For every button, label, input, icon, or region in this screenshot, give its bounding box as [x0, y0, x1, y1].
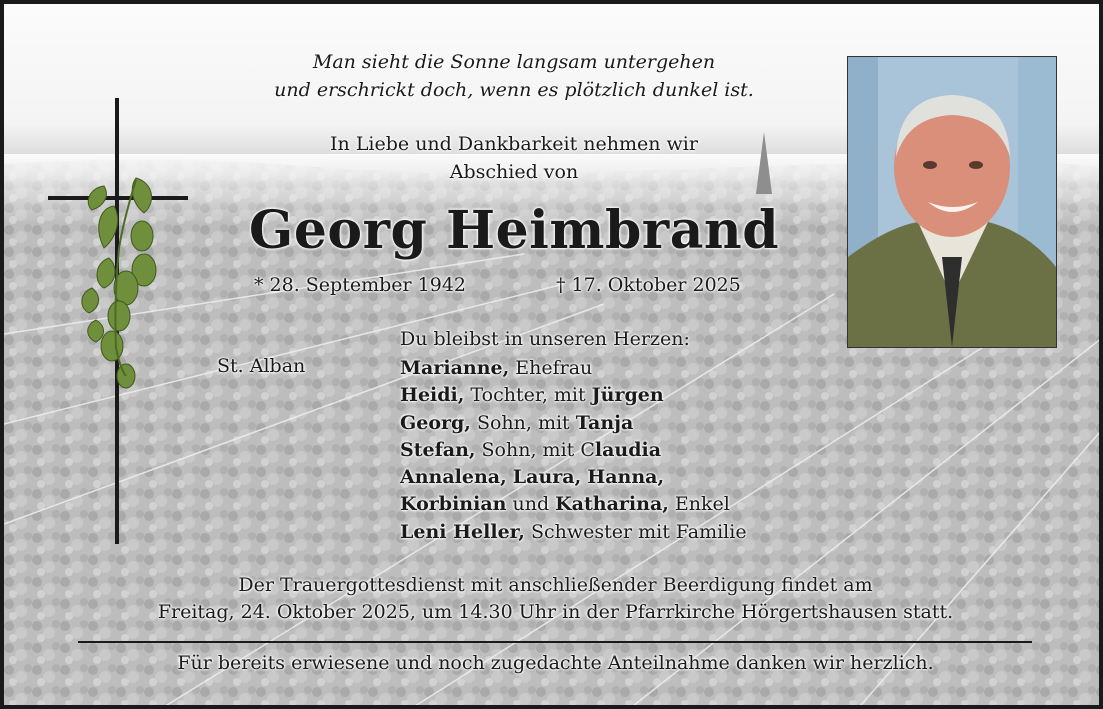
motto-line-2: und erschrickt doch, wenn es plötzlich dunkel ist. [274, 79, 754, 101]
mourners-list [400, 355, 747, 546]
mourners-place: St. Alban [217, 355, 306, 377]
service-line-1: Der Trauergottesdienst mit anschließender Beerdigung findet am [238, 574, 873, 596]
birth-date: * 28. September 1942 [254, 274, 466, 296]
deceased-name: Georg Heimbrand [248, 200, 780, 261]
motto-line-1: Man sieht die Sonne langsam untergehen [312, 51, 716, 73]
service-line-2: Freitag, 24. Oktober 2025, um 14.30 Uhr in der Pfarrkirche Hörgertshausen statt. [157, 601, 954, 623]
mourner-row: Annalena, Laura, Hanna, [400, 466, 665, 489]
intro-line-1: In Liebe und Dankbarkeit nehmen wir [330, 133, 698, 155]
mourner-row: Korbinian und Katharina, Enkel [400, 493, 730, 516]
mourner-row: Stefan, Sohn, mit Claudia [400, 438, 662, 461]
intro-line-2: Abschied von [449, 161, 579, 183]
death-date: † 17. Oktober 2025 [556, 274, 741, 296]
mourner-row: Georg, Sohn, mit Tanja [400, 411, 634, 434]
thanks-note: Für bereits erwiesene und noch zugedachte Anteilnahme danken wir herzlich. [177, 652, 934, 674]
farewell-intro [154, 130, 874, 186]
motto-quote [154, 48, 874, 104]
mourner-row: Heidi, Tochter, mit Jürgen [400, 384, 664, 407]
divider [78, 641, 1032, 643]
mourners-heading: Du bleibst in unseren Herzen: [400, 328, 690, 350]
funeral-service-notice [44, 572, 1067, 626]
mourner-row: Marianne, Ehefrau [400, 357, 593, 379]
mourner-row: Leni Heller, Schwester mit Familie [400, 520, 747, 543]
portrait-photo [847, 56, 1057, 348]
